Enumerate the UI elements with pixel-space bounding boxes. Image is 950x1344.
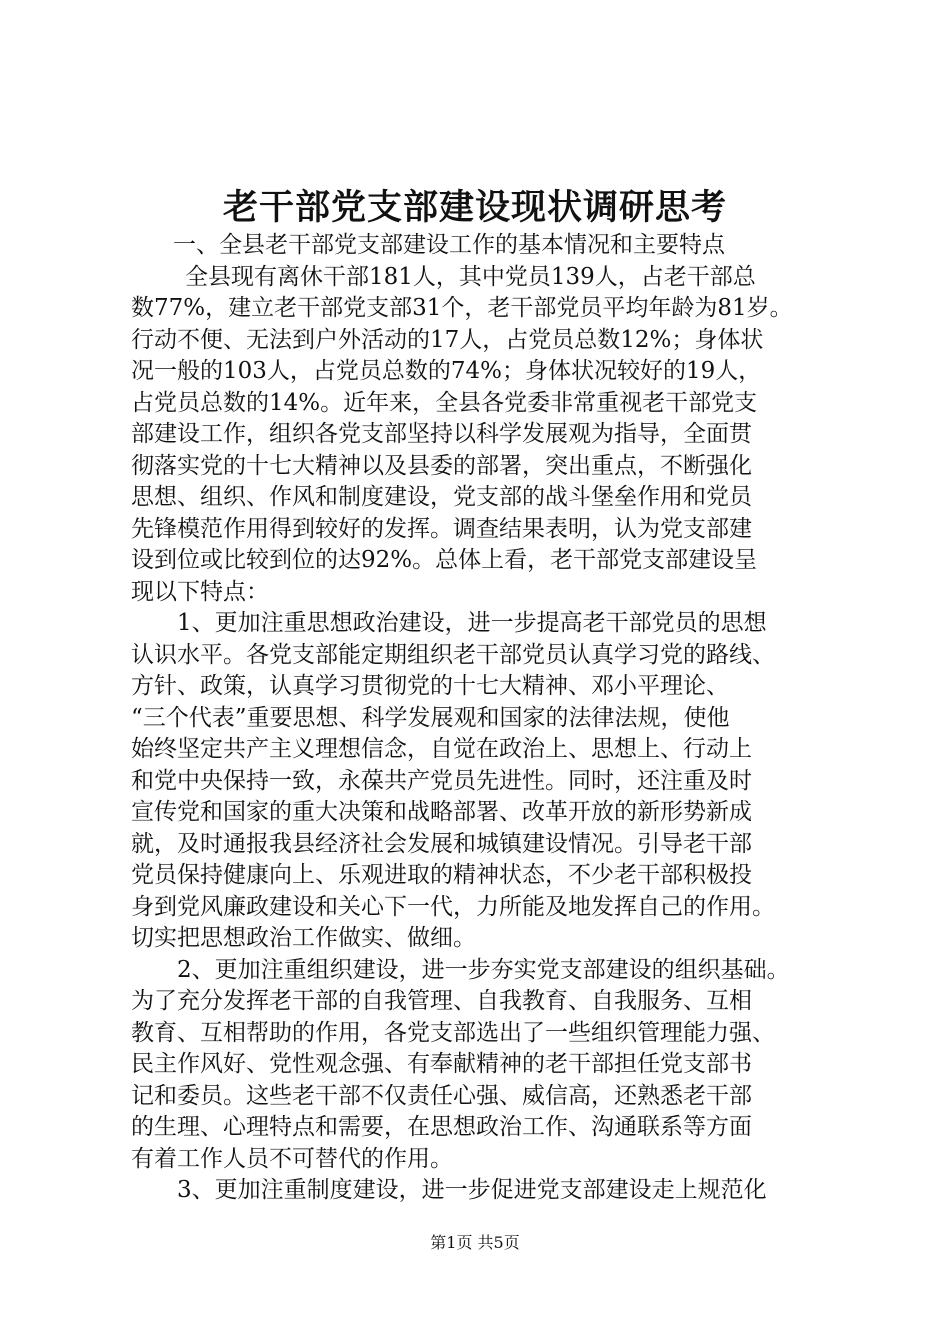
document-body: [131, 230, 831, 1207]
paragraph-line: 部建设工作，组织各党支部坚持以科学发展观为指导，全面贯: [131, 421, 752, 447]
paragraph-line: 切实把思想政治工作做实、做细。: [131, 925, 476, 951]
paragraph-line: 全县现有离休干部181人，其中党员139人，占老干部总: [185, 263, 756, 290]
paragraph-line: 宣传党和国家的重大决策和战略部署、改革开放的新形势新成: [131, 799, 752, 825]
paragraph-line: 和党中央保持一致，永葆共产党员先进性。同时，还注重及时: [131, 767, 752, 794]
paragraph-line: 党员保持健康向上、乐观进取的精神状态，不少老干部积极投: [131, 862, 752, 888]
document-title: 老干部党支部建设现状调研思考: [222, 187, 727, 228]
paragraph-line: 行动不便、无法到户外活动的17人，占党员总数12%；身体状: [131, 326, 764, 353]
paragraph-line: 记和委员。这些老干部不仅责任心强、威信高，还熟悉老干部: [131, 1082, 752, 1109]
paragraph-line: 为了充分发挥老干部的自我管理、自我教育、自我服务、互相: [131, 988, 752, 1014]
paragraph-line: 身到党风廉政建设和关心下一代，力所能及地发挥自己的作用。: [131, 893, 775, 920]
paragraph-line: 方针、政策，认真学习贯彻党的十七大精神、邓小平理论、: [131, 673, 729, 699]
paragraph-line: 思想、组织、作风和制度建设，党支部的战斗堡垒作用和党员: [131, 484, 752, 510]
page-footer: 第1页 共5页: [430, 1233, 520, 1252]
paragraph-line: 有着工作人员不可替代的作用。: [131, 1145, 453, 1172]
paragraph-line: 认识水平。各党支部能定期组织老干部党员认真学习党的路线、: [131, 641, 775, 668]
paragraph-line: 的生理、心理特点和需要，在思想政治工作、沟通联系等方面: [131, 1114, 752, 1140]
paragraph-line: 现以下特点：: [131, 578, 269, 605]
paragraph-line: 占党员总数的14%。近年来，全县各党委非常重视老干部党支: [131, 389, 758, 416]
paragraph-line: 民主作风好、党性观念强、有奉献精神的老干部担任党支部书: [131, 1051, 752, 1077]
paragraph-line: 数77%，建立老干部党支部31个，老干部党员平均年龄为81岁。: [131, 295, 793, 321]
paragraph-line: 设到位或比较到位的达92%。总体上看，老干部党支部建设呈: [131, 547, 758, 573]
paragraph-line: 教育、互相帮助的作用，各党支部选出了一些组织管理能力强、: [131, 1019, 775, 1046]
paragraph-line: 2、更加注重组织建设，进一步夯实党支部建设的组织基础。: [177, 956, 790, 983]
section-heading: 一、全县老干部党支部建设工作的基本情况和主要特点: [173, 232, 725, 258]
paragraph-line: “三个代表”重要思想、科学发展观和国家的法律法规，使他: [131, 704, 730, 731]
paragraph-line: 3、更加注重制度建设，进一步促进党支部建设走上规范化: [177, 1177, 767, 1203]
paragraph-line: 先锋模范作用得到较好的发挥。调查结果表明，认为党支部建: [131, 515, 752, 542]
paragraph-line: 彻落实党的十七大精神以及县委的部署，突出重点，不断强化: [131, 452, 752, 479]
paragraph-line: 1、更加注重思想政治建设，进一步提高老干部党员的思想: [177, 610, 767, 636]
paragraph-line: 就，及时通报我县经济社会发展和城镇建设情况。引导老干部: [131, 830, 752, 857]
paragraph-line: 况一般的103人，占党员总数的74%；身体状况较好的19人，: [131, 358, 762, 384]
paragraph-line: 始终坚定共产主义理想信念，自觉在政治上、思想上、行动上: [131, 736, 752, 762]
